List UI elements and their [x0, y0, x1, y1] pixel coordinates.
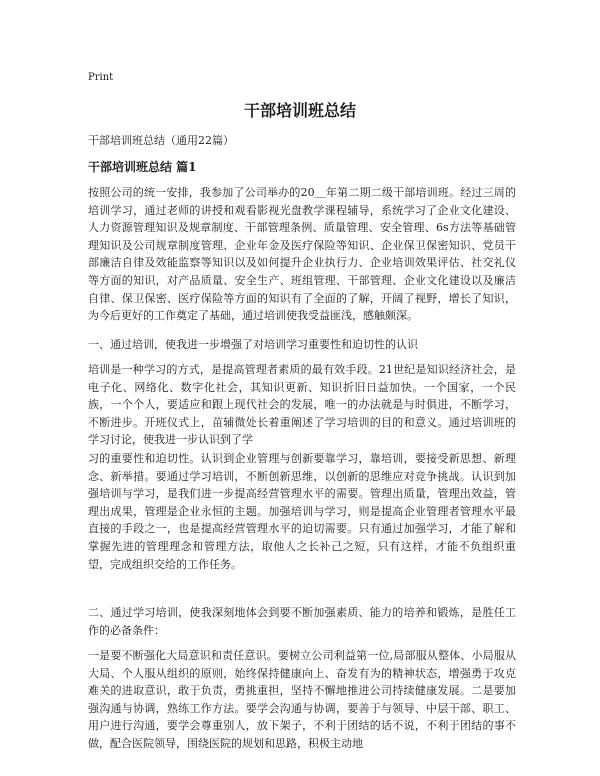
paragraph-awareness: 一是要不断强化大局意识和责任意识。要树立公司利益第一位,局部服从整体、小局服从大局、个人服从组织的原则，始终保持健康向上、奋发有为的精神状态，增强勇于攻克难关的进取意识，敢于负责，勇挑重担，坚持不懈地推进公司持续健康发展。二是要加强沟通与协调，熟练工作方法。要学会沟通与协调，要善于与领导、中层干部、职工、用户进行沟通，要学会尊重别人，放下架子，不利于团结的话不说，不利于团结的事不做，配合医院领导，围绕医院的规划和思路，积极主动地: [88, 649, 516, 750]
paragraph-heading-two: 二、通过学习培训，使我深刻地体会到要不断加强素质、能力的培养和锻炼，是胜任工作的必备条件：: [88, 606, 516, 637]
paragraph-training-importance: 培训是一种学习的方式，是提高管理者素质的最有效手段。21世纪是知识经济社会，是电子化、网络化、数字化社会，其知识更新、知识折旧日益加快。一个国家，一个民族，一个个人，要适应和跟上现代社会的发展，唯一的办法就是与时俱进，不断学习，不断进步。开班仪式上，苗辅微处长着重阐述了学习培训的目的和意义。通过培训班的学习讨论，使我进一步认识到了学: [88, 363, 516, 447]
document-subtitle: 干部培训班总结（通用22篇）: [88, 134, 234, 147]
page-title: 干部培训班总结: [243, 101, 356, 120]
section-title: 干部培训班总结 篇1: [88, 160, 197, 174]
paragraph-intro: 按照公司的统一安排，我参加了公司举办的20＿年第二期二级干部培训班。经过三周的培训学习，通过老师的讲授和观看影视光盘教学课程辅导，系统学习了企业文化建设、人力资源管理知识及规章制度、干部管理条例、质量管理、安全管理、6s方法等基础管理知识及公司规章制度管理、企业年金及医疗保险等知识、企业保卫保密知识、党员干部廉洁自律及效能监察等知识以及如何提升企业执行力、企业培训效果评估、社交礼仪等方面的知识，对产品质量、安全生产、班组管理、干部管理、企业文化建设以及廉洁自律、保卫保密、医疗保险等方面的知识有了全面的了解，开阔了视野，增长了知识，为今后更好的工作奠定了基础，通过培训使我受益匪浅，感触颇深。: [88, 186, 516, 323]
print-link[interactable]: Print: [88, 72, 114, 83]
paragraph-heading-one: 一、通过培训，使我进一步增强了对培训学习重要性和迫切性的认识: [88, 338, 418, 351]
paragraph-learning-urgency: 习的重要性和迫切性。认识到企业管理与创新要靠学习，靠培训，要接受新思想、新理念、新举措。要通过学习培训，不断创新思维，以创新的思维应对竞争挑战。认识到加强培训与学习，是我们进一步提高经营管理水平的需要。管理出质量，管理出效益，管理出成果，管理是企业永恒的主题。加强培训与学习，则是提高企业管理者管理水平最直接的手段之一，也是提高经营管理水平的迫切需要。只有通过加强学习，才能了解和掌握先进的管理理念和管理方法，取他人之长补己之短，只有这样，才能不负组织重望，完成组织交给的工作任务。: [88, 452, 516, 571]
